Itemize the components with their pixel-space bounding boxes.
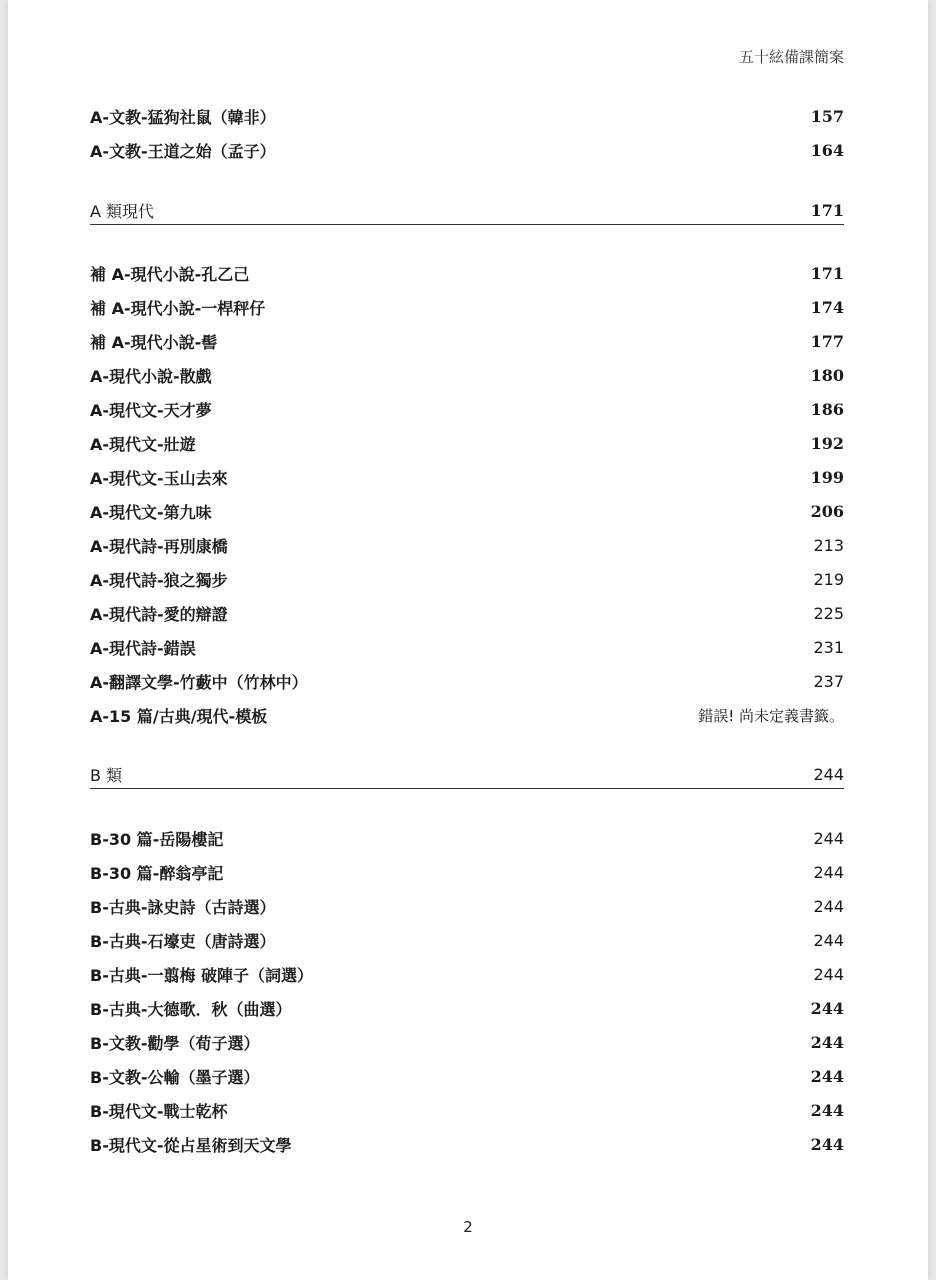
toc-entry-title: B-現代文-從占星術到天文學 — [90, 1135, 292, 1155]
toc-entry-page: 244 — [810, 1032, 844, 1052]
toc-section-page: 171 — [810, 200, 844, 220]
toc-entry[interactable] — [90, 962, 844, 986]
toc-entry-page: 244 — [813, 896, 844, 916]
toc-entry-title: A-現代小說-散戲 — [90, 366, 212, 386]
toc-entry-title: A-現代文-天才夢 — [90, 400, 212, 420]
toc-entry[interactable] — [90, 860, 844, 884]
toc-entry[interactable] — [90, 363, 844, 387]
toc-entry-title: A-現代文-壯遊 — [90, 434, 196, 454]
toc-entry-title: 補 A-現代小說-一桿秤仔 — [90, 298, 266, 318]
toc-entry-title: B-文教-勸學（荀子選） — [90, 1033, 260, 1053]
toc-entry[interactable] — [90, 397, 844, 421]
toc-entry-page: 192 — [810, 433, 844, 453]
toc-entry[interactable] — [90, 826, 844, 850]
toc-entry-page: 164 — [810, 140, 844, 160]
toc-entry[interactable] — [90, 669, 844, 693]
toc-entry-title: B-文教-公輸（墨子選） — [90, 1067, 260, 1087]
toc-entry-title: A-現代詩-錯誤 — [90, 638, 196, 658]
toc-entry-page: 157 — [810, 106, 844, 126]
toc-entry-title: A-現代文-第九味 — [90, 502, 212, 522]
toc-entry-page: 171 — [810, 263, 844, 283]
toc-entry-title: B-古典-一翦梅 破陣子（詞選） — [90, 965, 314, 985]
toc-entry-title: A-15 篇/古典/現代-模板 — [90, 706, 268, 726]
toc-entry-page: 231 — [813, 637, 844, 657]
toc-entry-page: 244 — [813, 964, 844, 984]
toc-entry-page: 244 — [810, 1134, 844, 1154]
toc-entry-title: B-古典-大德歌．秋（曲選） — [90, 999, 292, 1019]
toc-entry[interactable] — [90, 928, 844, 952]
toc-entry-title: A-文教-猛狗社鼠（韓非） — [90, 107, 276, 127]
toc-entry-page: 186 — [810, 399, 844, 419]
toc-entry[interactable] — [90, 635, 844, 659]
toc-entry-page: 177 — [810, 331, 844, 351]
toc-entry[interactable] — [90, 499, 844, 523]
toc-entry-page: 174 — [810, 297, 844, 317]
toc-entry[interactable] — [90, 533, 844, 557]
toc-entry-error-text: 錯誤! 尚未定義書籤。 — [698, 706, 844, 725]
toc-entry-page: 244 — [810, 998, 844, 1018]
toc-entry-title: A-翻譯文學-竹藪中（竹林中） — [90, 672, 308, 692]
toc-entry-page: 180 — [810, 365, 844, 385]
running-header: 五十絃備課簡案 — [738, 48, 844, 66]
toc-section-title: B 類 — [90, 765, 123, 785]
toc-entry-title: B-古典-石壕吏（唐詩選） — [90, 931, 276, 951]
toc-entry-title: 補 A-現代小說-髻 — [90, 332, 218, 352]
toc-entry-page: 244 — [810, 1100, 844, 1120]
toc-section-title: A 類現代 — [90, 201, 155, 221]
toc-entry-page: 244 — [813, 862, 844, 882]
toc-entry[interactable] — [90, 431, 844, 455]
toc-entry[interactable] — [90, 138, 844, 162]
toc-entry-page: 225 — [813, 603, 844, 623]
page-number: 2 — [463, 1218, 473, 1236]
toc-entry-title: A-現代詩-再別康橋 — [90, 536, 228, 556]
toc-entry-title: B-古典-詠史詩（古詩選） — [90, 897, 276, 917]
toc-entry[interactable] — [90, 104, 844, 128]
toc-entry-page: 237 — [813, 671, 844, 691]
toc-entry-title: A-現代詩-狼之獨步 — [90, 570, 228, 590]
toc-section-page: 244 — [813, 764, 844, 784]
document-page — [8, 0, 928, 1280]
toc-entry-title: A-文教-王道之始（孟子） — [90, 141, 276, 161]
toc-section-heading[interactable] — [90, 198, 844, 225]
toc-section-heading[interactable] — [90, 762, 844, 789]
toc-entry[interactable] — [90, 1132, 844, 1156]
toc-entry[interactable] — [90, 567, 844, 591]
toc-entry[interactable] — [90, 703, 844, 727]
toc-entry-title: A-現代詩-愛的辯證 — [90, 604, 228, 624]
toc-entry-page: 244 — [810, 1066, 844, 1086]
toc-entry-page: 244 — [813, 930, 844, 950]
toc-entry-title: 補 A-現代小說-孔乙己 — [90, 264, 250, 284]
toc-entry[interactable] — [90, 894, 844, 918]
toc-entry[interactable] — [90, 1030, 844, 1054]
toc-entry[interactable] — [90, 1064, 844, 1088]
toc-entry-page: 244 — [813, 828, 844, 848]
toc-entry[interactable] — [90, 996, 844, 1020]
toc-entry-title: A-現代文-玉山去來 — [90, 468, 228, 488]
toc-entry-title: B-現代文-戰士乾杯 — [90, 1101, 228, 1121]
toc-entry-page: 219 — [813, 569, 844, 589]
toc-entry-title: B-30 篇-岳陽樓記 — [90, 829, 224, 849]
toc-entry[interactable] — [90, 465, 844, 489]
toc-entry[interactable] — [90, 1098, 844, 1122]
toc-entry-title: B-30 篇-醉翁亭記 — [90, 863, 224, 883]
toc-entry[interactable] — [90, 261, 844, 285]
toc-entry[interactable] — [90, 601, 844, 625]
toc-entry[interactable] — [90, 295, 844, 319]
toc-entry[interactable] — [90, 329, 844, 353]
toc-entry-page: 199 — [810, 467, 844, 487]
toc-entry-page: 213 — [813, 535, 844, 555]
toc-entry-page: 206 — [810, 501, 844, 521]
